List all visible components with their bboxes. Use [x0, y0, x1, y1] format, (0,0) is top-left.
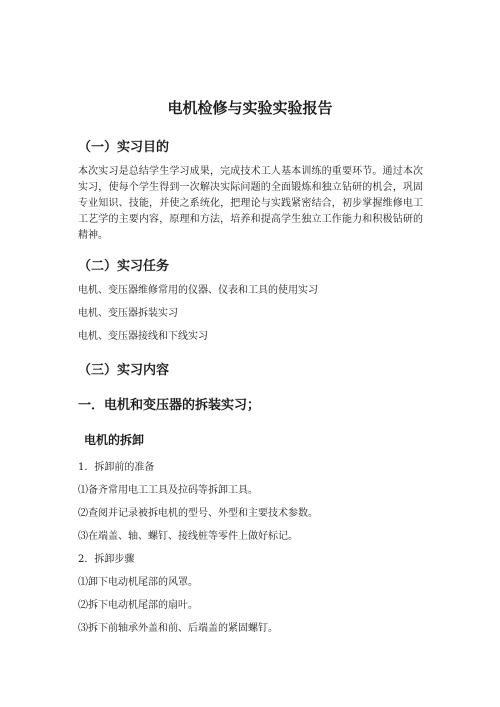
task-item-1: 电机、变压器维修常用的仪器、仪表和工具的使用实习 — [78, 285, 318, 296]
section-tasks-heading: （二）实习任务 — [78, 259, 170, 274]
content-line-7: ⑵拆下电动机尾部的扇叶。 — [78, 600, 198, 611]
content-line-1: 1．拆卸前的准备 — [78, 462, 155, 473]
section-purpose-heading: （一）实习目的 — [78, 140, 170, 155]
content-line-6: ⑴卸下电动机尾部的风罩。 — [78, 577, 198, 588]
content-line-2: ⑴备齐常用电工工具及拉码等拆卸工具。 — [78, 485, 258, 496]
content-line-5: 2．拆卸步骤 — [78, 554, 135, 565]
section-purpose-text: 本次实习是总结学生学习成果，完成技术工人基本训练的重要环节。通过本次实习，使每个学生得到一次解决实际问题的全面锻炼和独立钻研的机会，巩固专业知识、技能，并使之系统化，把理论与实践紧密结合，初步掌握维修电工工艺学的主要内容，原理和方法，培养和提高学生独立工作能力和积极钻研的精神。 — [78, 166, 423, 241]
content-line-3: ⑵查阅并记录被拆电机的型号、外型和主要技术参数。 — [78, 508, 318, 519]
content-line-4: ⑶在端盖、轴、螺钉、接线桩等零件上做好标记。 — [78, 531, 298, 542]
content-subheading-disassembly: 一．电机和变压器的拆装实习； — [78, 398, 261, 413]
task-item-2: 电机、变压器拆装实习 — [78, 308, 178, 319]
content-subheading-motor-disassembly: 电机的拆卸 — [84, 433, 145, 447]
section-content-heading: （三）实习内容 — [78, 363, 170, 378]
task-item-3: 电机、变压器接线和下线实习 — [78, 331, 208, 342]
document-title: 电机检修与实验实验报告 — [167, 99, 333, 117]
content-line-8: ⑶拆下前轴承外盖和前、后端盖的紧固螺钉。 — [78, 623, 278, 634]
